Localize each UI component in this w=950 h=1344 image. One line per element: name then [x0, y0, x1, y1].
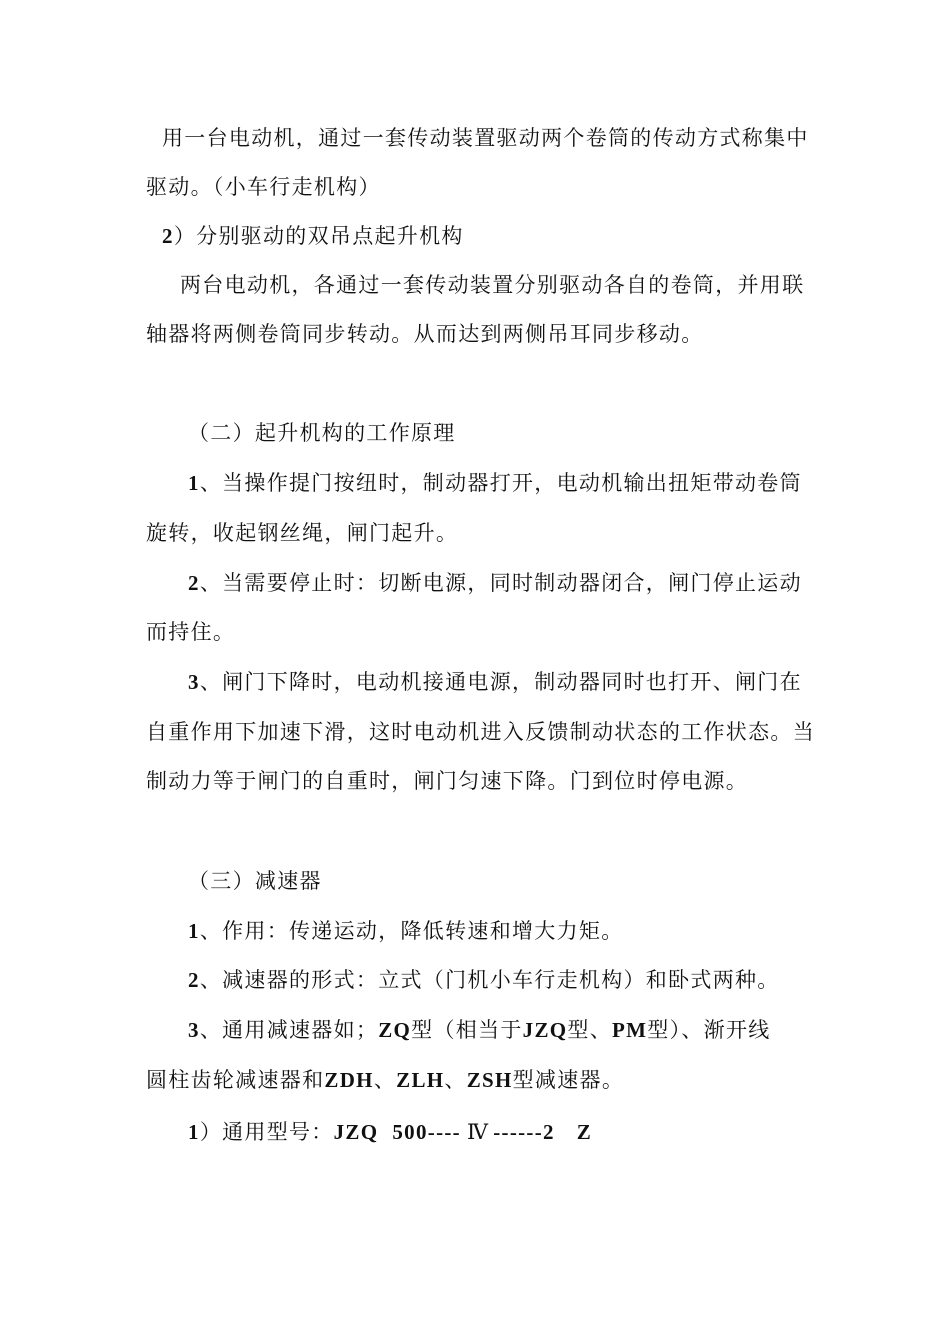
reducer-3-line-2-text-a: 圆柱齿轮减速器和 — [146, 1068, 325, 1092]
reducer-3-text-b: 型（相当于 — [411, 1018, 523, 1042]
reducer-1-text: 、作用：传递运动，降低转速和增大力矩。 — [199, 919, 624, 943]
section-2-heading: （二）起升机构的工作原理 — [188, 421, 456, 445]
principle-3-line-3: 制动力等于闸门的自重时，闸门匀速下降。门到位时停电源。 — [146, 769, 749, 793]
principle-3-line-1 — [188, 667, 802, 697]
item-2-heading — [162, 221, 464, 251]
reducer-3-zsh: ZSH — [466, 1068, 513, 1092]
separate-line-1: 两台电动机，各通过一套传动装置分别驱动各自的卷筒，并用联 — [180, 273, 805, 297]
reducer-3-sep-1: 、 — [373, 1068, 397, 1092]
section-3-heading: （三）减速器 — [188, 869, 322, 893]
reducer-3-zq: ZQ — [378, 1018, 412, 1042]
principle-2-text: 、当需要停止时：切断电源，同时制动器闭合，闸门停止运动 — [199, 571, 802, 595]
model-number: 1 — [188, 1120, 200, 1144]
model-label: ）通用型号： — [199, 1120, 334, 1144]
principle-2-number: 2 — [188, 571, 200, 595]
model-code-z: Z — [576, 1120, 593, 1144]
principle-3-number: 3 — [188, 670, 200, 694]
reducer-3-number: 3 — [188, 1018, 200, 1042]
reducer-3-zlh: ZLH — [396, 1068, 445, 1092]
item-2-number: 2 — [162, 224, 174, 248]
drive-intro-line-1: 用一台电动机，通过一套传动装置驱动两个卷筒的传动方式称集中 — [162, 126, 809, 150]
principle-1-number: 1 — [188, 471, 200, 495]
principle-1-line-1 — [188, 468, 802, 498]
model-code-jzq: JZQ — [333, 1120, 379, 1144]
drive-intro-line-2: 驱动。（小车行走机构） — [146, 175, 381, 199]
reducer-3-zdh: ZDH — [324, 1068, 374, 1092]
reducer-3-line-2 — [146, 1065, 624, 1095]
reducer-3-pm: PM — [612, 1018, 648, 1042]
reducer-2-number: 2 — [188, 968, 200, 992]
separate-line-2: 轴器将两侧卷筒同步转动。从而达到两侧吊耳同步移动。 — [146, 322, 704, 346]
reducer-3-sep-2: 、 — [444, 1068, 467, 1092]
reducer-1-number: 1 — [188, 919, 200, 943]
reducer-2-text: 、减速器的形式：立式（门机小车行走机构）和卧式两种。 — [199, 968, 780, 992]
model-line — [188, 1117, 592, 1147]
model-code-500: 500---- — [392, 1120, 461, 1144]
reducer-3-jzq: JZQ — [522, 1018, 568, 1042]
reducer-2-line — [188, 965, 780, 995]
reducer-3-text-a: 、通用减速器如； — [199, 1018, 379, 1042]
reducer-3-line-1 — [188, 1015, 771, 1045]
item-2-title: ）分别驱动的双吊点起升机构 — [173, 224, 464, 248]
principle-3-text: 、闸门下降时，电动机接通电源，制动器同时也打开、闸门在 — [199, 670, 802, 694]
principle-2-line-1 — [188, 568, 802, 598]
reducer-1-line — [188, 916, 624, 946]
model-roman: Ⅳ — [466, 1120, 490, 1144]
principle-3-line-2: 自重作用下加速下滑，这时电动机进入反馈制动状态的工作状态。当 — [146, 720, 815, 744]
principle-2-line-2: 而持住。 — [146, 620, 236, 644]
principle-1-line-2: 旋转，收起钢丝绳，闸门起升。 — [146, 521, 459, 545]
model-code-2: ------2 — [493, 1120, 555, 1144]
reducer-3-text-d: 型）、渐开线 — [647, 1018, 771, 1042]
reducer-3-text-c: 型、 — [567, 1018, 613, 1042]
reducer-3-line-2-text-b: 型减速器。 — [512, 1068, 625, 1092]
principle-1-text: 、当操作提门按纽时，制动器打开，电动机输出扭矩带动卷筒 — [199, 471, 802, 495]
